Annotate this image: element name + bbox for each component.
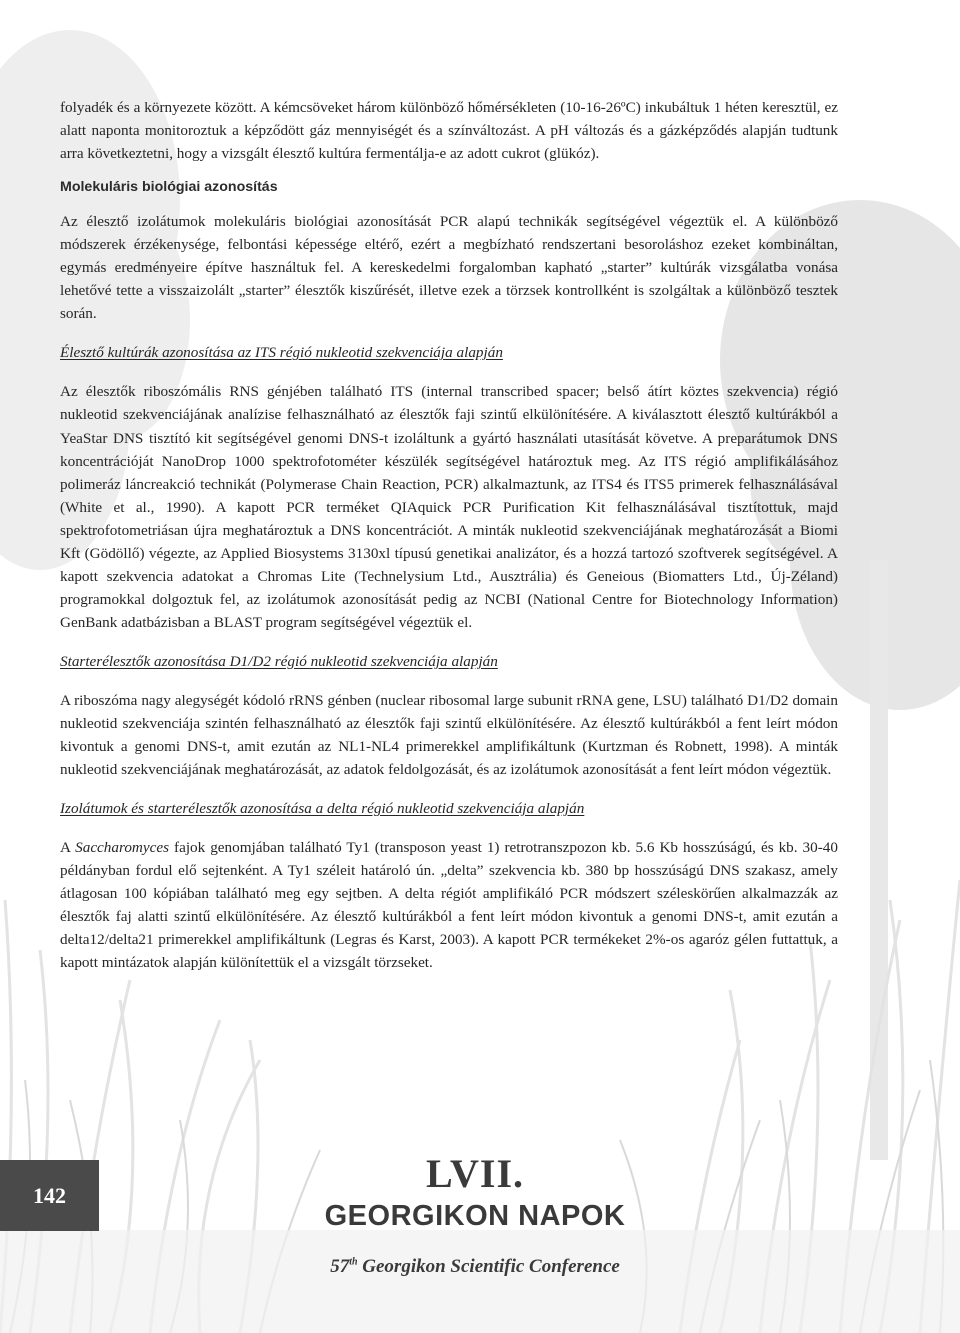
conference-ordinal: th [349, 1256, 358, 1268]
conference-subtitle [280, 1256, 670, 1278]
delta-text-rest: fajok genomjában található Ty1 (transposon yeast 1) retrotranszpozon kb. 5.6 Kb hosszúságú, és kb. 30-40 példányban fordul elő sejtenként. A Ty1 széleit határoló ún. „delta” szekvencia kb. 380 bp hosszúságú DNS szakasz, amely átlagosan 100 kópiában található meg egy sejtben. A delta régiót amplifikáló PCR módszert széleskörűen alkalmazzák az élesztők faj alatti szintű elkülönítésére. Az élesztő kultúrákból a fent leírt módon kivontuk a genomi DNS-t, amit ezután a delta12/delta21 primerekkel amplifikáltunk (Legras és Karst, 2003). A kapott PCR termékeket 2%-os agaróz gélen futtattuk, a kapott mintázatok alapján különítettük el a vizsgált törzseket. [60, 839, 838, 972]
subheading-d1d2: Starterélesztők azonosítása D1/D2 régió nukleotid szekvenciája alapján [60, 652, 498, 670]
conference-edition: LVII. [425, 1151, 525, 1196]
paragraph-its: Az élesztők riboszómális RNS génjében található ITS (internal transcribed spacer; belső átírt köztes szekvencia) régió nukleotid szekvenciájának analízise felhasználható az élesztők faji szintű elkülönítésére. A kiválasztott élesztő kultúrákból a YeaStar DNS tisztító kit segítségével genomi DNS-t izoláltunk a gyártó használati utasítását követve. A preparátumok DNS koncentrációját NanoDrop 1000 spektrofotométer készülék segítségével határoztuk meg. Az ITS régió amplifikálásához polimeráz láncreakció technikát (Polymerase Chain Reaction, PCR) alkalmaztunk, az ITS4 és ITS5 primerek felhasználásával (White et al., 1990). A kapott PCR terméket QIAquick PCR Purification Kit felhasználásával tisztítottuk, majd spektrofotometriásan újra meghatároztuk a DNS koncentrációt. A minták nukleotid szekvenciájának meghatározását a Biomi Kft (Gödöllő) végezte, az Applied Biosystems 3130xl típusú genetikai analizátor, és a hozzá tartozó szoftverek segítségével. A kapott szekvencia adatokat a Chromas Lite (Technelysium Ltd., Ausztrália) és Geneious (Biomatters Ltd., Új-Zéland) programokkal dolgoztuk fel, az izolátumok azonosítását pedig az NCBI (National Centre for Biotechnology Information) GenBank adatbázisban a BLAST program segítségével végeztük el. [60, 383, 838, 631]
subheading-its: Élesztő kultúrák azonosítása az ITS régió nukleotid szekvenciája alapján [60, 344, 503, 362]
paragraph-d1d2: A riboszóma nagy alegységét kódoló rRNS génben (nuclear ribosomal large subunit rRNA gene, LSU) található D1/D2 domain nukleotid szekvenciája szintén felhasználható az élesztők faji szintű elkülönítésére. Az élesztő kultúrákból a fent leírt módon kivontuk a genomi DNS-t, amit ezután az NL1-NL4 primerekkel amplifikáltunk (Kurtzman és Robnett, 1998). A minták nukleotid szekvenciájának meghatározását, az adatok feldolgozását, és az izolátumok azonosítását a fent leírt módon végeztük. [60, 691, 838, 779]
article-body [60, 96, 838, 975]
paragraph-intro: folyadék és a környezete között. A kémcsöveket három különböző hőmérsékleten (10-16-26ºC) inkubáltuk 1 héten keresztül, ez alatt naponta monitoroztuk a képződött gáz mennyiségét és a színváltozást. A pH változás és a gázképződés alapján tudtunk arra következtetni, hogy a vizsgált élesztő kultúra fermentálja-e az adott cukrot (glükóz). [60, 99, 838, 163]
genus-name: Saccharomyces [75, 839, 170, 857]
delta-text-start: A [60, 839, 76, 857]
paragraph-delta [60, 836, 838, 974]
conference-title: GEORGIKON NAPOK [324, 1200, 626, 1232]
subheading-delta: Izolátumok és starterélesztők azonosítása a delta régió nukleotid szekvenciája alapján [60, 800, 585, 818]
conference-number: 57 [330, 1256, 350, 1277]
conference-subtitle-text: Georgikon Scientific Conference [357, 1256, 620, 1277]
page-number-badge: 142 [0, 1160, 99, 1231]
heading-molecular-identification: Molekuláris biológiai azonosítás [60, 179, 278, 196]
paragraph-molecular: Az élesztő izolátumok molekuláris biológiai azonosítását PCR alapú technikák segítségével végeztük el. A különböző módszerek érzékenysége, felbontási képessége eltérő, ezért a megbízható rendszertani besoroláshoz ezeket kombináltan, egymás eredményeire építve használtuk fel. A kereskedelmi forgalomban kapható „starter” kultúrák vizsgálatba vonása lehetővé tette a visszaizolált „starter” élesztők kiszűrését, illetve ezek a törzsek kontrollként is szolgáltak a különböző tesztek során. [60, 213, 838, 323]
